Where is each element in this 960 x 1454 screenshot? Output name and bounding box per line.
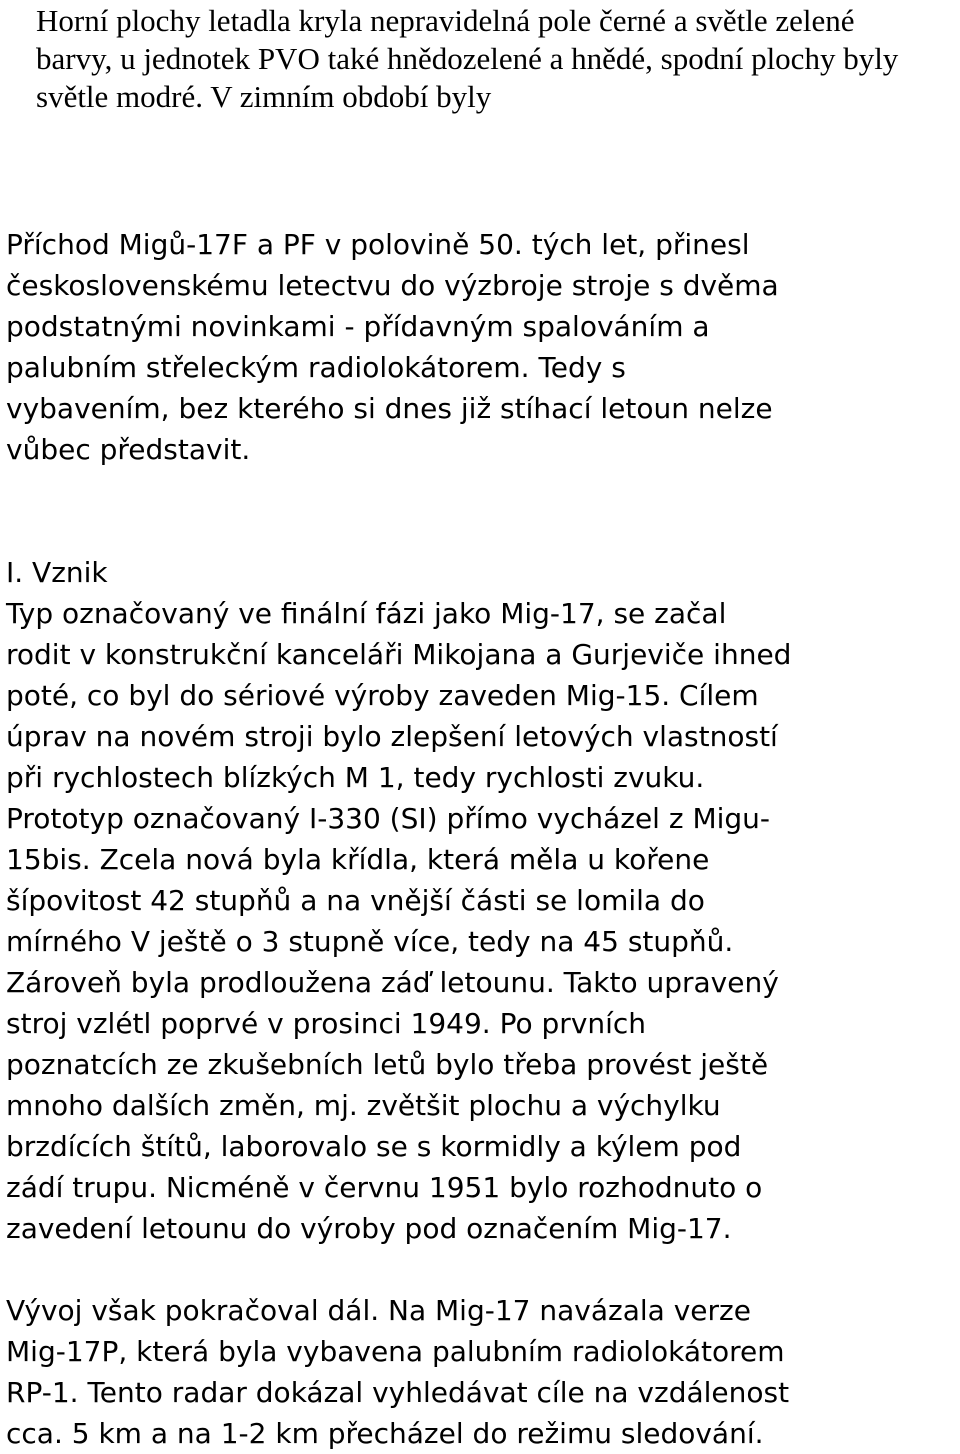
intro-line: světle modré. V zimním období byly bbox=[36, 79, 492, 114]
arrival-line: československému letectvu do výzbroje stroje s dvěma bbox=[6, 269, 779, 302]
intro-paragraph bbox=[6, 2, 952, 116]
section-line: zavedení letounu do výroby pod označením Mig-17. bbox=[6, 1212, 732, 1245]
section-line: zádí trupu. Nicméně v červnu 1951 bylo rozhodnuto o bbox=[6, 1171, 763, 1204]
arrival-paragraph bbox=[6, 224, 956, 470]
section-line: Zároveň byla prodloužena záď letounu. Takto upravený bbox=[6, 966, 779, 999]
section-line: rodit v konstrukční kanceláři Mikojana a Gurjeviče ihned bbox=[6, 638, 792, 671]
section-line: Typ označovaný ve finální fázi jako Mig-17, se začal bbox=[6, 597, 727, 630]
section-line: mírného V ještě o 3 stupně více, tedy na 45 stupňů. bbox=[6, 925, 734, 958]
section-line: 15bis. Zcela nová byla křídla, která měla u kořene bbox=[6, 843, 710, 876]
section-line: Prototyp označovaný I-330 (SI) přímo vycházel z Migu- bbox=[6, 802, 771, 835]
development-line: Mig-17P, která byla vybavena palubním radiolokátorem bbox=[6, 1335, 785, 1368]
arrival-line: vůbec představit. bbox=[6, 433, 251, 466]
arrival-line: vybavením, bez kterého si dnes již stíhací letoun nelze bbox=[6, 392, 773, 425]
development-line: RP-1. Tento radar dokázal vyhledávat cíle na vzdálenost bbox=[6, 1376, 790, 1409]
arrival-line: podstatnými novinkami - přídavným spalováním a bbox=[6, 310, 710, 343]
section-line: brzdících štítů, laborovalo se s kormidly a kýlem pod bbox=[6, 1130, 742, 1163]
development-paragraph bbox=[6, 1290, 956, 1454]
arrival-line: palubním střeleckým radiolokátorem. Tedy s bbox=[6, 351, 626, 384]
section-line: stroj vzlétl poprvé v prosinci 1949. Po prvních bbox=[6, 1007, 647, 1040]
development-line: cca. 5 km a na 1-2 km přecházel do režimu sledování. bbox=[6, 1417, 764, 1450]
arrival-line: Příchod Migů-17F a PF v polovině 50. tých let, přinesl bbox=[6, 228, 750, 261]
section-origin bbox=[6, 552, 956, 1249]
section-line: úprav na novém stroji bylo zlepšení letových vlastností bbox=[6, 720, 778, 753]
section-line: poznatcích ze zkušebních letů bylo třeba provést ještě bbox=[6, 1048, 769, 1081]
section-line: mnoho dalších změn, mj. zvětšit plochu a výchylku bbox=[6, 1089, 721, 1122]
section-line: při rychlostech blízkých M 1, tedy rychlosti zvuku. bbox=[6, 761, 705, 794]
development-line: Vývoj však pokračoval dál. Na Mig-17 navázala verze bbox=[6, 1294, 751, 1327]
section-heading: I. Vznik bbox=[6, 556, 108, 589]
section-line: poté, co byl do sériové výroby zaveden Mig-15. Cílem bbox=[6, 679, 759, 712]
section-line: šípovitost 42 stupňů a na vnější části se lomila do bbox=[6, 884, 705, 917]
intro-line: barvy, u jednotek PVO také hnědozelené a hnědé, spodní plochy byly bbox=[36, 41, 899, 76]
intro-line: Horní plochy letadla kryla nepravidelná pole černé a světle zelené bbox=[36, 3, 855, 38]
